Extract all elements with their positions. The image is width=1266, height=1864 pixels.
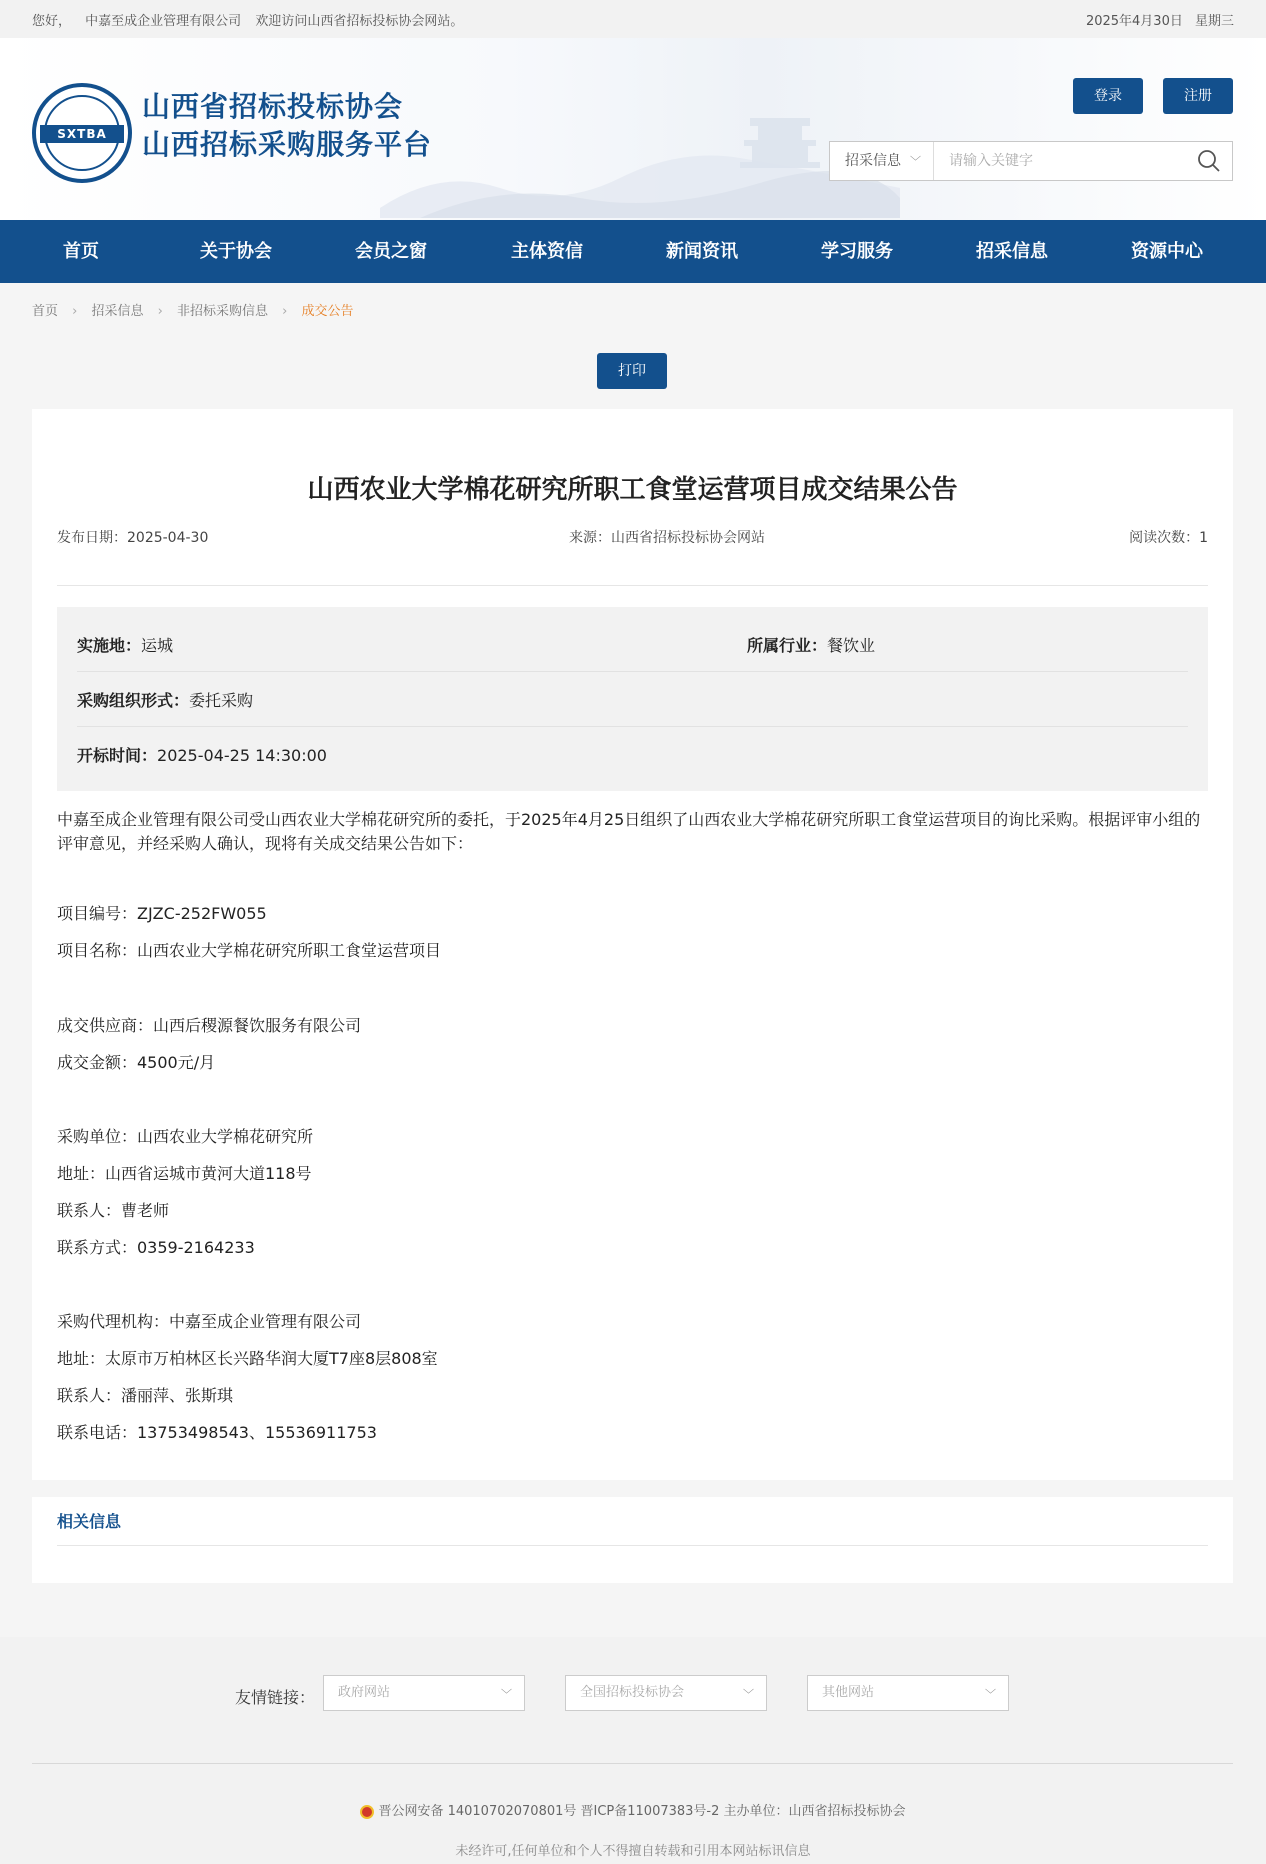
divider	[57, 1545, 1208, 1546]
divider	[57, 585, 1208, 586]
article-source: 来源：山西省招标投标协会网站	[569, 530, 765, 546]
weekday-text: 星期三	[1194, 14, 1234, 29]
friend-links-label: 友情链接：	[235, 1688, 316, 1707]
open-time-field	[77, 743, 327, 766]
chevron-down-icon: ﹀	[501, 1688, 512, 1701]
org-form-field	[77, 688, 253, 711]
agency: 采购代理机构：中嘉至成企业管理有限公司	[57, 1312, 362, 1331]
chevron-right-icon: ›	[282, 304, 288, 319]
agency-contact: 联系人：潘丽萍、张斯琪	[57, 1386, 234, 1405]
nav-item-home[interactable]: 首页	[63, 241, 99, 262]
article-card	[32, 409, 1233, 1480]
related-info-section	[32, 1497, 1233, 1583]
search-category-select[interactable]	[830, 142, 934, 180]
chevron-right-icon: ›	[72, 304, 78, 319]
purchaser: 采购单位：山西农业大学棉花研究所	[57, 1127, 314, 1146]
view-count: 阅读次数：1	[1129, 530, 1208, 546]
chevron-down-icon: ﹀	[743, 1688, 754, 1701]
chevron-down-icon: ﹀	[910, 155, 921, 168]
national-assoc-select-value: 全国招标投标协会	[580, 1685, 685, 1700]
industry-field	[747, 633, 875, 656]
location-value: 运城	[141, 636, 174, 655]
search-box	[829, 141, 1233, 181]
nav-item-credit[interactable]: 主体资信	[511, 241, 583, 262]
nav-item-procurement[interactable]: 招采信息	[976, 241, 1048, 262]
intro-line: 评审意见，并经采购人确认，现将有关成交结果公告如下：	[57, 834, 474, 853]
org-form-label: 采购组织形式：	[77, 691, 190, 710]
copyright-notice: 未经许可,任何单位和个人不得擅自转载和引用本网站标讯信息	[455, 1844, 811, 1859]
breadcrumb-procurement[interactable]: 招采信息	[91, 304, 144, 319]
logo-text: SXTBA	[40, 125, 124, 143]
date-text: 2025年4月30日	[1085, 14, 1183, 29]
intro-paragraph	[57, 808, 1200, 856]
location-field	[77, 633, 173, 656]
purchaser-contact: 联系人：曹老师	[57, 1201, 170, 1220]
gov-sites-select-value: 政府网站	[338, 1685, 391, 1700]
welcome-text: 欢迎访问山西省招标投标协会网站。	[255, 14, 464, 29]
national-assoc-select[interactable]	[565, 1675, 767, 1711]
breadcrumb-home[interactable]: 首页	[32, 304, 59, 319]
search-icon[interactable]	[1196, 148, 1222, 174]
association-logo[interactable]	[32, 83, 132, 183]
nav-item-learning[interactable]: 学习服务	[821, 241, 893, 262]
related-info-label: 相关信息	[57, 1512, 122, 1531]
company-name: 中嘉至成企业管理有限公司	[85, 14, 242, 29]
mountain-background-illustration	[380, 98, 900, 218]
greeting	[32, 10, 473, 29]
purchaser-phone: 联系方式：0359-2164233	[57, 1238, 255, 1257]
nav-item-news[interactable]: 新闻资讯	[666, 241, 738, 262]
register-button[interactable]: 注册	[1163, 78, 1233, 114]
article-title: 山西农业大学棉花研究所职工食堂运营项目成交结果公告	[307, 475, 958, 505]
license-text[interactable]: 晋公网安备 14010702070801号 晋ICP备11007383号-2 主办单位：山西省招标投标协会	[378, 1804, 906, 1819]
chevron-right-icon: ›	[157, 304, 163, 319]
divider	[77, 671, 1188, 672]
publish-date: 发布日期：2025-04-30	[57, 530, 209, 546]
gov-sites-select[interactable]	[323, 1675, 525, 1711]
nav-item-resources[interactable]: 资源中心	[1131, 241, 1203, 262]
site-name-line1: 山西省招标投标协会	[142, 90, 404, 123]
industry-value: 餐饮业	[827, 636, 876, 655]
police-badge-icon	[360, 1805, 374, 1819]
chevron-down-icon: ﹀	[985, 1688, 996, 1701]
intro-line: 中嘉至成企业管理有限公司受山西农业大学棉花研究所的委托，于2025年4月25日组织了山西农业大学棉花研究所职工食堂运营项目的询比采购。根据评审小组的	[57, 810, 1201, 829]
greeting-text: 您好，	[32, 14, 72, 29]
industry-label: 所属行业：	[747, 636, 828, 655]
search-category-label: 招采信息	[845, 153, 901, 169]
open-time-value: 2025-04-25 14:30:00	[157, 746, 327, 765]
other-sites-select[interactable]	[807, 1675, 1009, 1711]
project-number: 项目编号：ZJZC-252FW055	[57, 904, 267, 923]
main-nav	[0, 220, 1266, 283]
agency-phone: 联系电话：13753498543、15536911753	[57, 1423, 377, 1442]
search-input[interactable]	[935, 142, 1185, 180]
breadcrumb-non-tender[interactable]: 非招标采购信息	[177, 304, 269, 319]
divider	[77, 726, 1188, 727]
project-name: 项目名称：山西农业大学棉花研究所职工食堂运营项目	[57, 941, 442, 960]
project-info-box	[57, 607, 1208, 791]
site-name-line2: 山西招标采购服务平台	[142, 128, 433, 161]
footer	[0, 1637, 1266, 1864]
login-button[interactable]: 登录	[1073, 78, 1143, 114]
nav-item-members[interactable]: 会员之窗	[355, 241, 427, 262]
location-label: 实施地：	[77, 636, 142, 655]
deal-amount: 成交金额：4500元/月	[57, 1053, 216, 1072]
purchaser-address: 地址：山西省运城市黄河大道118号	[57, 1164, 312, 1183]
current-date	[1078, 10, 1234, 29]
winning-supplier: 成交供应商：山西后稷源餐饮服务有限公司	[57, 1016, 362, 1035]
open-time-label: 开标时间：	[77, 746, 158, 765]
breadcrumb-current: 成交公告	[301, 304, 354, 319]
agency-address: 地址：太原市万柏林区长兴路华润大厦T7座8层808室	[57, 1349, 438, 1368]
license-info	[0, 1800, 1266, 1819]
divider	[32, 1763, 1233, 1764]
header	[0, 38, 1266, 220]
breadcrumb	[32, 300, 354, 319]
nav-item-about[interactable]: 关于协会	[200, 241, 272, 262]
top-bar	[0, 0, 1266, 38]
print-button[interactable]: 打印	[597, 353, 667, 389]
site-name[interactable]	[142, 88, 432, 164]
org-form-value: 委托采购	[189, 691, 254, 710]
other-sites-select-value: 其他网站	[822, 1685, 875, 1700]
